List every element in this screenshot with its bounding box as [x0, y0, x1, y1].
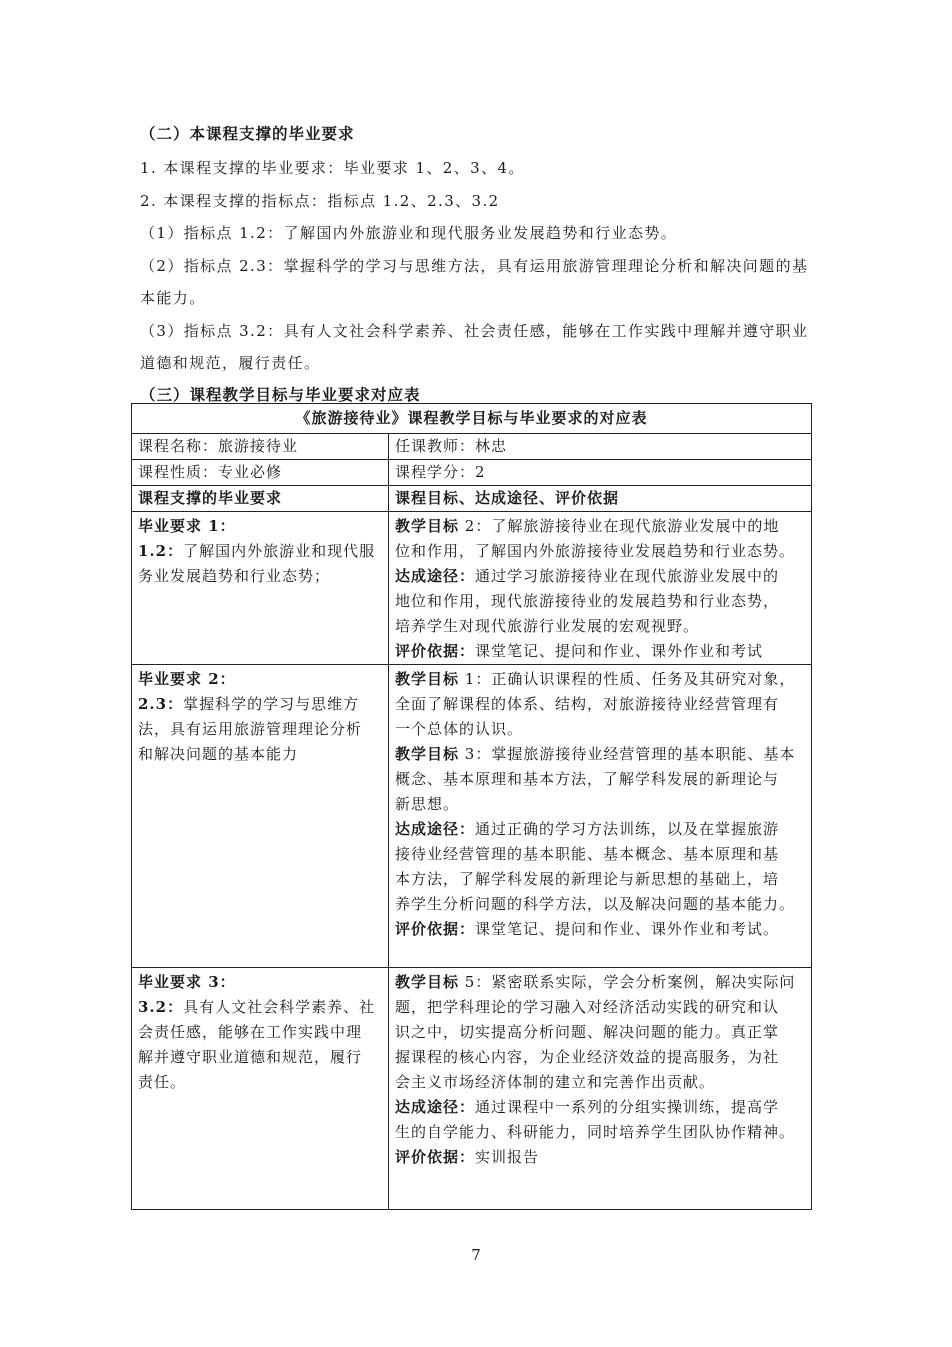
goal-text: 3：掌握旅游接待业经营管理的基本职能、基本 — [459, 745, 796, 763]
requirement-text: 解并遵守职业道德和规范，履行 — [138, 1048, 363, 1066]
goal-text: 识之中，切实提高分析问题、解决问题的能力。真正掌 — [395, 1023, 780, 1041]
path-text: 地位和作用，现代旅游接待业的发展趋势和行业态势， — [395, 592, 780, 610]
requirement-text: 务业发展趋势和行业态势； — [138, 567, 331, 585]
page-number: 7 — [471, 1246, 481, 1264]
path-label: 达成途径： — [395, 820, 476, 838]
table-row — [132, 665, 812, 968]
table-title: 《旅游接待业》课程教学目标与毕业要求的对应表 — [132, 404, 812, 434]
paragraph-indicator-points: 2. 本课程支撑的指标点：指标点 1.2、2.3、3.2 — [140, 192, 500, 210]
path-text: 生的自学能力、科研能力，同时培养学生团队协作精神。 — [395, 1123, 796, 1141]
goal-text: 位和作用，了解国内外旅游接待业发展趋势和行业态势。 — [395, 542, 796, 560]
requirement-text: 法，具有运用旅游管理理论分析 — [138, 720, 363, 738]
requirement-title: 毕业要求 2： — [138, 670, 236, 688]
eval-label: 评价依据： — [395, 1148, 476, 1166]
goal-text: 5：紧密联系实际，学会分析案例，解决实际问 — [459, 973, 796, 991]
eval-text: 课堂笔记、提问和作业、课外作业和考试。 — [475, 920, 780, 938]
goal-label: 教学目标 — [395, 517, 460, 535]
objective-cell — [389, 665, 812, 968]
paragraph-indicator-1-2: （1）指标点 1.2：了解国内外旅游业和现代服务业发展趋势和行业态势。 — [140, 224, 678, 242]
goal-text: 会主义市场经济体制的建立和完善作出贡献。 — [395, 1073, 716, 1091]
path-text: 通过正确的学习方法训练，以及在掌握旅游 — [475, 820, 780, 838]
objective-cell — [389, 512, 812, 665]
eval-text: 实训报告 — [475, 1148, 540, 1166]
goal-text: 题，把学科理论的学习融入对经济活动实践的研究和认 — [395, 998, 780, 1016]
path-label: 达成途径： — [395, 567, 476, 585]
paragraph-indicator-2-3-cont: 本能力。 — [140, 289, 206, 307]
course-nature-cell: 课程性质：专业必修 — [132, 460, 389, 486]
path-text: 接待业经营管理的基本职能、基本概念、基本原理和基 — [395, 845, 780, 863]
table-row — [132, 968, 812, 1210]
goal-text: 新思想。 — [395, 795, 460, 813]
requirement-title: 毕业要求 3： — [138, 973, 236, 991]
indicator-number: 1.2： — [138, 542, 184, 560]
requirement-text: 会责任感，能够在工作实践中理 — [138, 1023, 363, 1041]
column-header-requirements: 课程支撑的毕业要求 — [132, 486, 389, 512]
goal-text: 概念、基本原理和基本方法，了解学科发展的新理论与 — [395, 770, 780, 788]
column-header-objectives: 课程目标、达成途径、评价依据 — [389, 486, 812, 512]
path-label: 达成途径： — [395, 1098, 476, 1116]
requirement-cell — [132, 665, 389, 968]
objective-cell — [389, 968, 812, 1210]
course-name-cell: 课程名称：旅游接待业 — [132, 434, 389, 460]
goal-label: 教学目标 — [395, 670, 460, 688]
section-heading-mapping-table: （三）课程教学目标与毕业要求对应表 — [140, 385, 421, 404]
mapping-table — [131, 403, 812, 1210]
goal-text: 一个总体的认识。 — [395, 720, 524, 738]
requirement-cell — [132, 968, 389, 1210]
path-text: 通过课程中一系列的分组实操训练，提高学 — [475, 1098, 780, 1116]
table-row — [132, 512, 812, 665]
paragraph-indicator-2-3: （2）指标点 2.3：掌握科学的学习与思维方法，具有运用旅游管理理论分析和解决问题的基 — [140, 257, 809, 275]
goal-text: 1：正确认识课程的性质、任务及其研究对象， — [459, 670, 796, 688]
eval-label: 评价依据： — [395, 920, 476, 938]
eval-text: 课堂笔记、提问和作业、课外作业和考试 — [475, 642, 764, 660]
path-text: 培养学生对现代旅游行业发展的宏观视野。 — [395, 617, 700, 635]
paragraph-indicator-3-2: （3）指标点 3.2：具有人文社会科学素养、社会责任感，能够在工作实践中理解并遵守职业 — [140, 322, 809, 340]
requirement-cell — [132, 512, 389, 665]
credits-cell: 课程学分：2 — [389, 460, 812, 486]
section-heading-graduation-requirements: （二）本课程支撑的毕业要求 — [140, 124, 355, 143]
goal-label: 教学目标 — [395, 973, 460, 991]
goal-text: 2：了解旅游接待业在现代旅游业发展中的地 — [459, 517, 780, 535]
paragraph-indicator-3-2-cont: 道德和规范，履行责任。 — [140, 354, 321, 372]
path-text: 养学生分析问题的科学方法，以及解决问题的基本能力。 — [395, 895, 796, 913]
path-text: 通过学习旅游接待业在现代旅游业发展中的 — [475, 567, 780, 585]
goal-text: 握课程的核心内容，为企业经济效益的提高服务，为社 — [395, 1048, 780, 1066]
requirement-text: 和解决问题的基本能力 — [138, 745, 299, 763]
requirement-text: 了解国内外旅游业和现代服 — [183, 542, 376, 560]
goal-text: 全面了解课程的体系、结构，对旅游接待业经营管理有 — [395, 695, 780, 713]
requirement-text: 具有人文社会科学素养、社 — [183, 998, 376, 1016]
goal-label: 教学目标 — [395, 745, 460, 763]
teacher-cell: 任课教师：林忠 — [389, 434, 812, 460]
requirement-text: 掌握科学的学习与思维方 — [183, 695, 360, 713]
indicator-number: 3.2： — [138, 998, 184, 1016]
indicator-number: 2.3： — [138, 695, 184, 713]
path-text: 本方法，了解学科发展的新理论与新思想的基础上，培 — [395, 870, 780, 888]
eval-label: 评价依据： — [395, 642, 476, 660]
requirement-title: 毕业要求 1： — [138, 517, 236, 535]
requirement-text: 责任。 — [138, 1073, 187, 1091]
paragraph-supported-requirements: 1. 本课程支撑的毕业要求：毕业要求 1、2、3、4。 — [140, 159, 525, 177]
